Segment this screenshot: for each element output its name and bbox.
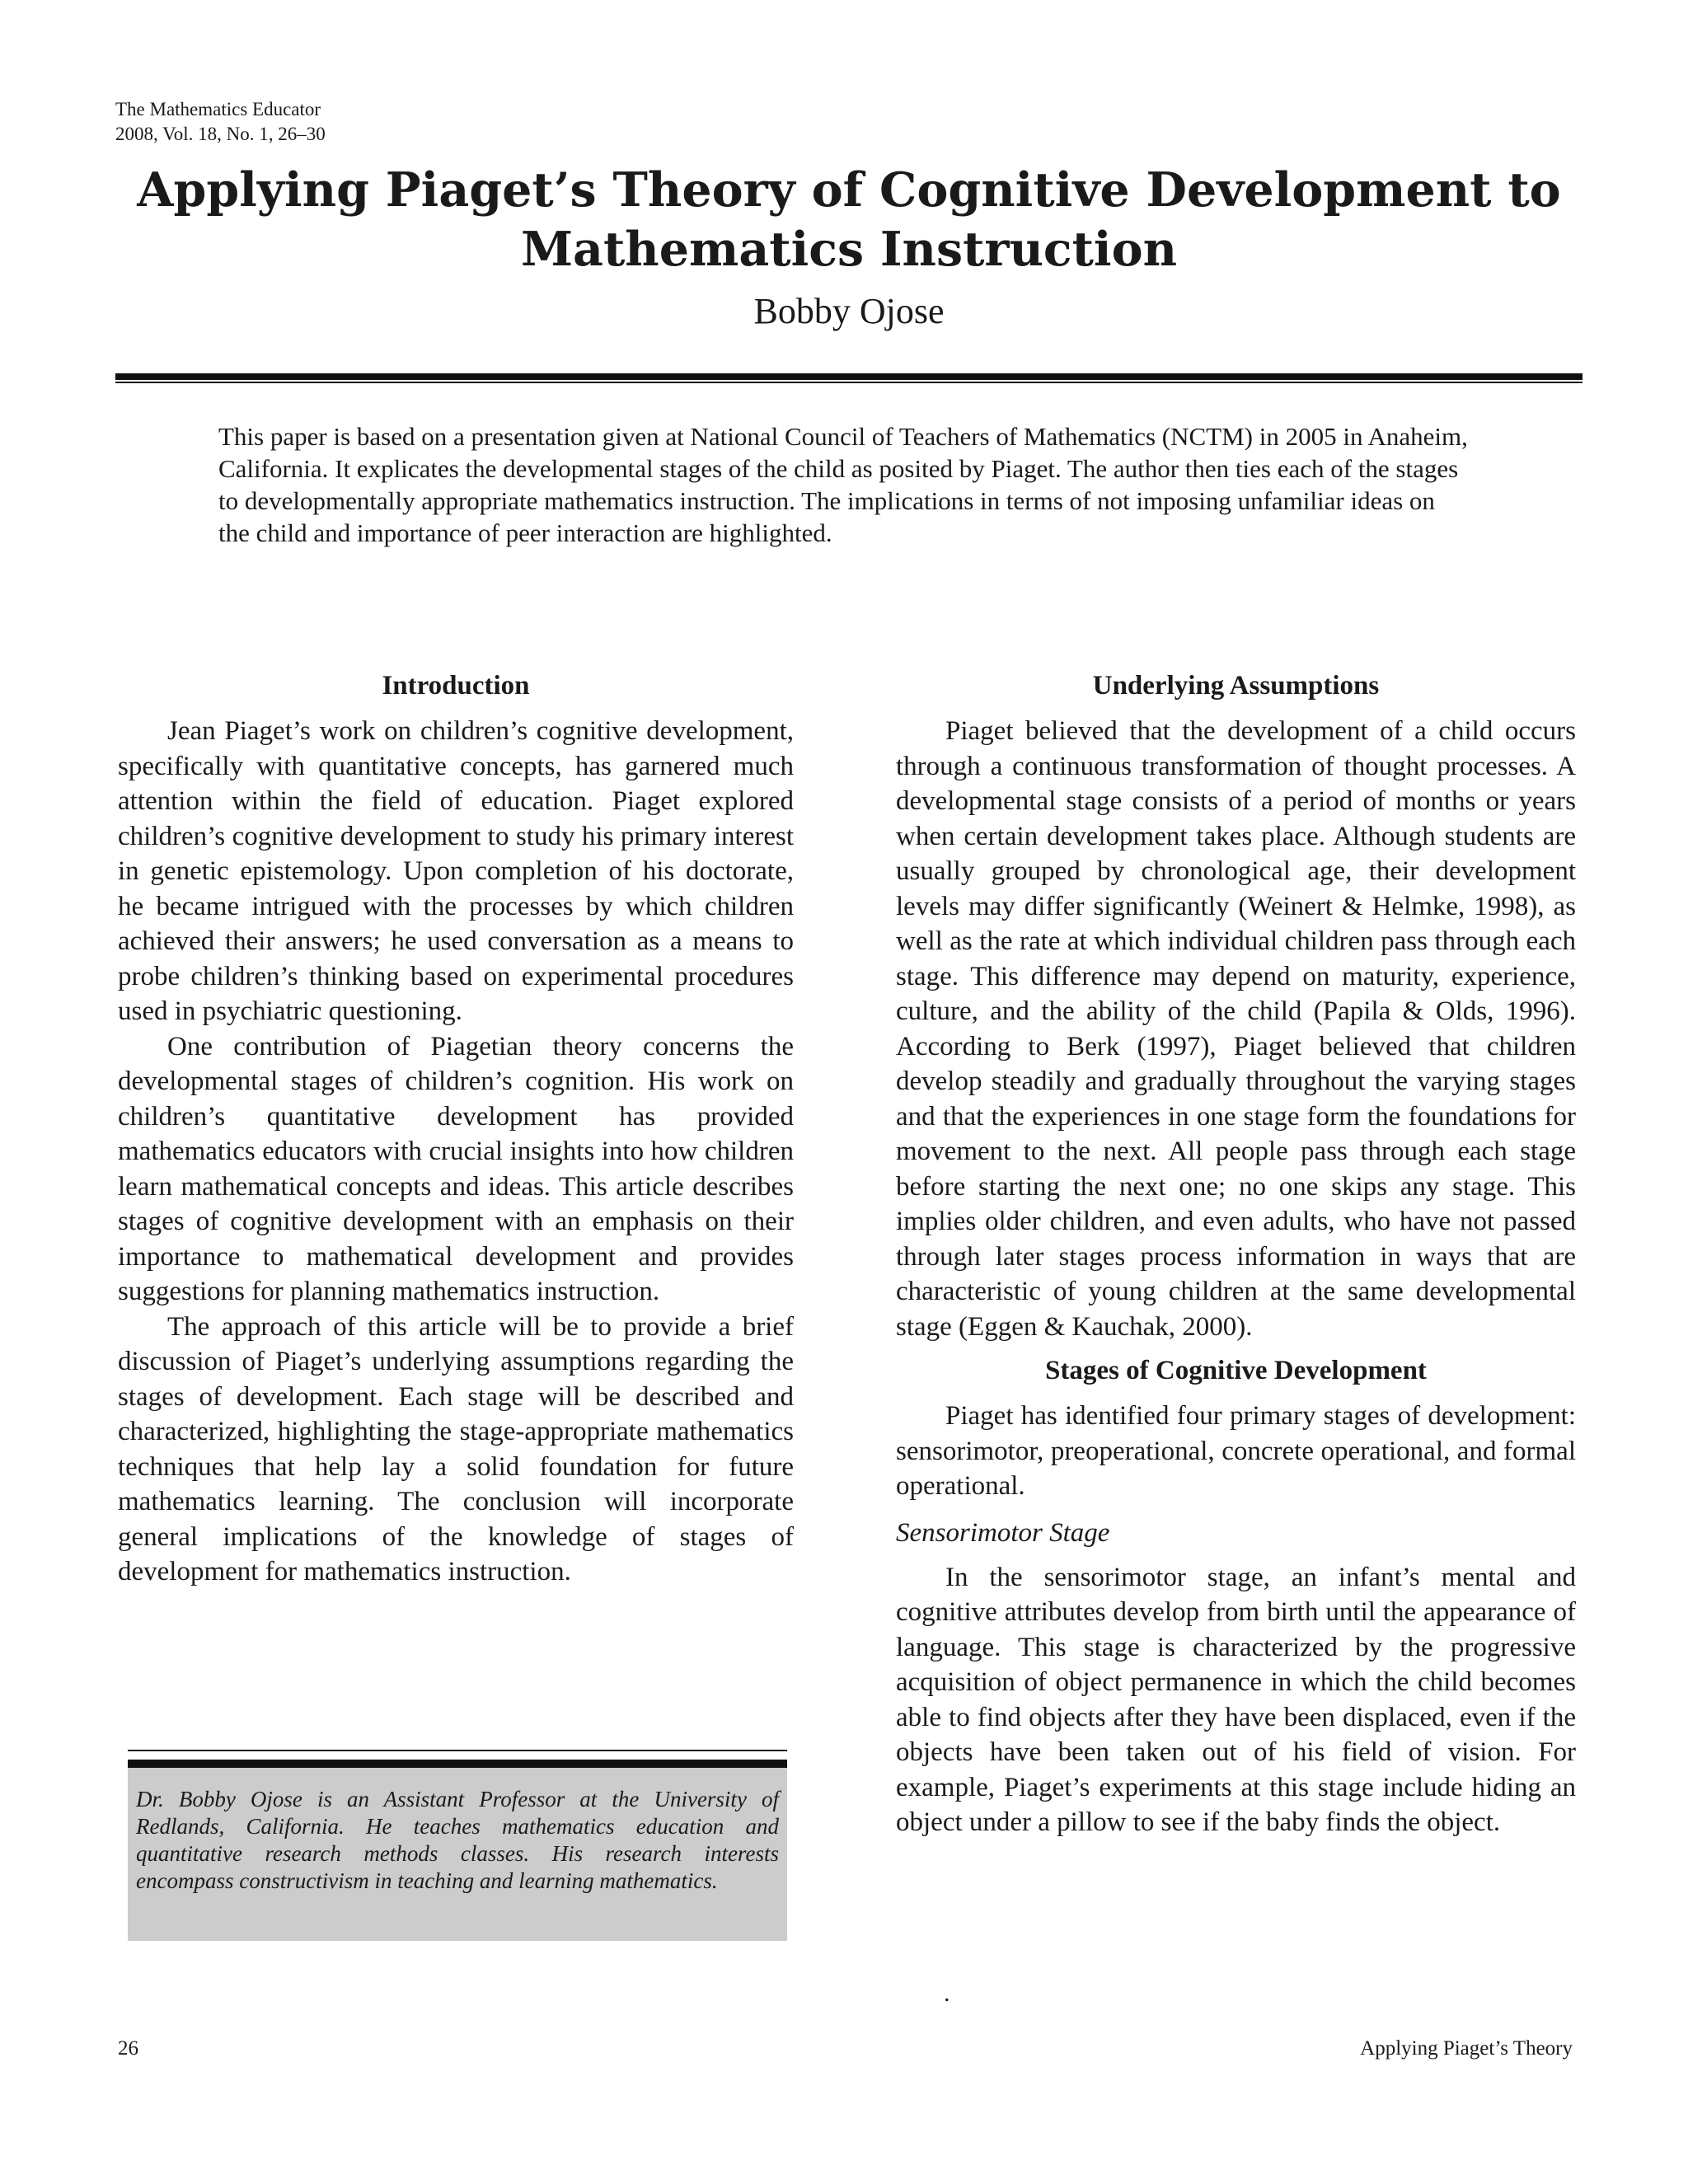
article-title-line-2: Mathematics Instruction <box>520 222 1178 277</box>
stray-mark: . <box>944 1980 950 2007</box>
introduction-paragraph-2: One contribution of Piagetian theory concerns the developmental stages of children’s cognition. His work on children’s quantitative development has provided mathematics educators with crucial insights into how children learn mathematical concepts and ideas. This article describes stages of cognitive development with an emphasis on their importance to mathematical development and provides suggestions for planning mathematics instruction. <box>118 1031 794 1306</box>
section-heading-introduction: Introduction <box>382 671 530 701</box>
left-column <box>118 668 794 1590</box>
running-title: Applying Piaget’s Theory <box>1360 2037 1573 2060</box>
journal-name: The Mathematics Educator <box>115 99 321 120</box>
bio-box-rule <box>128 1750 787 1751</box>
section-heading-stages: Stages of Cognitive Development <box>1045 1356 1427 1385</box>
assumptions-paragraph: Piaget believed that the development of a child occurs through a continuous transformation of thought processes. A developmental stage consists of a period of months or years when certain development takes place. Although students are usually grouped by chronological age, their development levels may differ significantly (Weinert & Helmke, 1998), as well as the rate at which individual children pass through each stage. This difference may depend on maturity, experience, culture, and the ability of the child (Papila & Olds, 1996). According to Berk (1997), Piaget believed that children develop steadily and gradually throughout the varying stages and that the experiences in one stage form the foundations for movement to the next. All people pass through each stage before starting the next one; no one skips any stage. This implies older children, and even adults, who have not passed through later stages process information in ways that are characteristic of young children at the same developmental stage (Eggen & Kauchak, 2000). <box>896 716 1576 1342</box>
introduction-paragraph-3: The approach of this article will be to provide a brief discussion of Piaget’s underlying assumptions regarding the stages of development. Each stage will be described and characterized, highlighting the stage-appropriate mathematics techniques that help lay a solid foundation for future mathematics learning. The conclusion will incorporate general implications of the knowledge of stages of development for mathematics instruction. <box>118 1311 794 1586</box>
article-title-line-1: Applying Piaget’s Theory of Cognitive Development to <box>137 162 1561 218</box>
article-title <box>115 161 1582 279</box>
page-number: 26 <box>118 2037 138 2060</box>
stages-paragraph: Piaget has identified four primary stages of development: sensorimotor, preoperational, concrete operational, and formal operational. <box>896 1401 1576 1501</box>
section-heading-underlying-assumptions: Underlying Assumptions <box>1092 671 1380 701</box>
journal-citation: 2008, Vol. 18, No. 1, 26–30 <box>115 124 326 144</box>
author-bio-box: Dr. Bobby Ojose is an Assistant Professor at the University of Redlands, California. He teaches mathematics education and quantitative research methods classes. His research interests encompass constructivism in teaching and learning mathematics. <box>128 1760 787 1941</box>
subheading-sensorimotor-stage: Sensorimotor Stage <box>896 1517 1110 1548</box>
article-author: Bobby Ojose <box>753 291 945 331</box>
right-column <box>896 668 1576 1840</box>
title-divider <box>115 373 1582 383</box>
sensorimotor-paragraph: In the sensorimotor stage, an infant’s mental and cognitive attributes develop from birth until the appearance of language. This stage is characterized by the progressive acquisition of object permanence in which the child becomes able to find objects after they have been displaced, even if the objects have been taken out of his field of vision. For example, Piaget’s experiments at this stage include hiding an object under a pillow to see if the baby finds the object. <box>896 1562 1576 1837</box>
journal-header <box>115 97 326 147</box>
article-abstract: This paper is based on a presentation given at National Council of Teachers of Mathematics (NCTM) in 2005 in Anaheim, California. It explicates the developmental stages of the child as posited by Piaget. The author then ties each of the stages to developmentally appropriate mathematics instruction. The implications in terms of not imposing unfamiliar ideas on the child and importance of peer interaction are highlighted. <box>218 422 1468 547</box>
introduction-paragraph-1: Jean Piaget’s work on children’s cognitive development, specifically with quantitative concepts, has garnered much attention within the field of education. Piaget explored children’s cognitive development to study his primary interest in genetic epistemology. Upon completion of his doctorate, he became intrigued with the processes by which children achieved their answers; he used conversation as a means to probe children’s thinking based on experimental procedures used in psychiatric questioning. <box>118 716 794 1026</box>
